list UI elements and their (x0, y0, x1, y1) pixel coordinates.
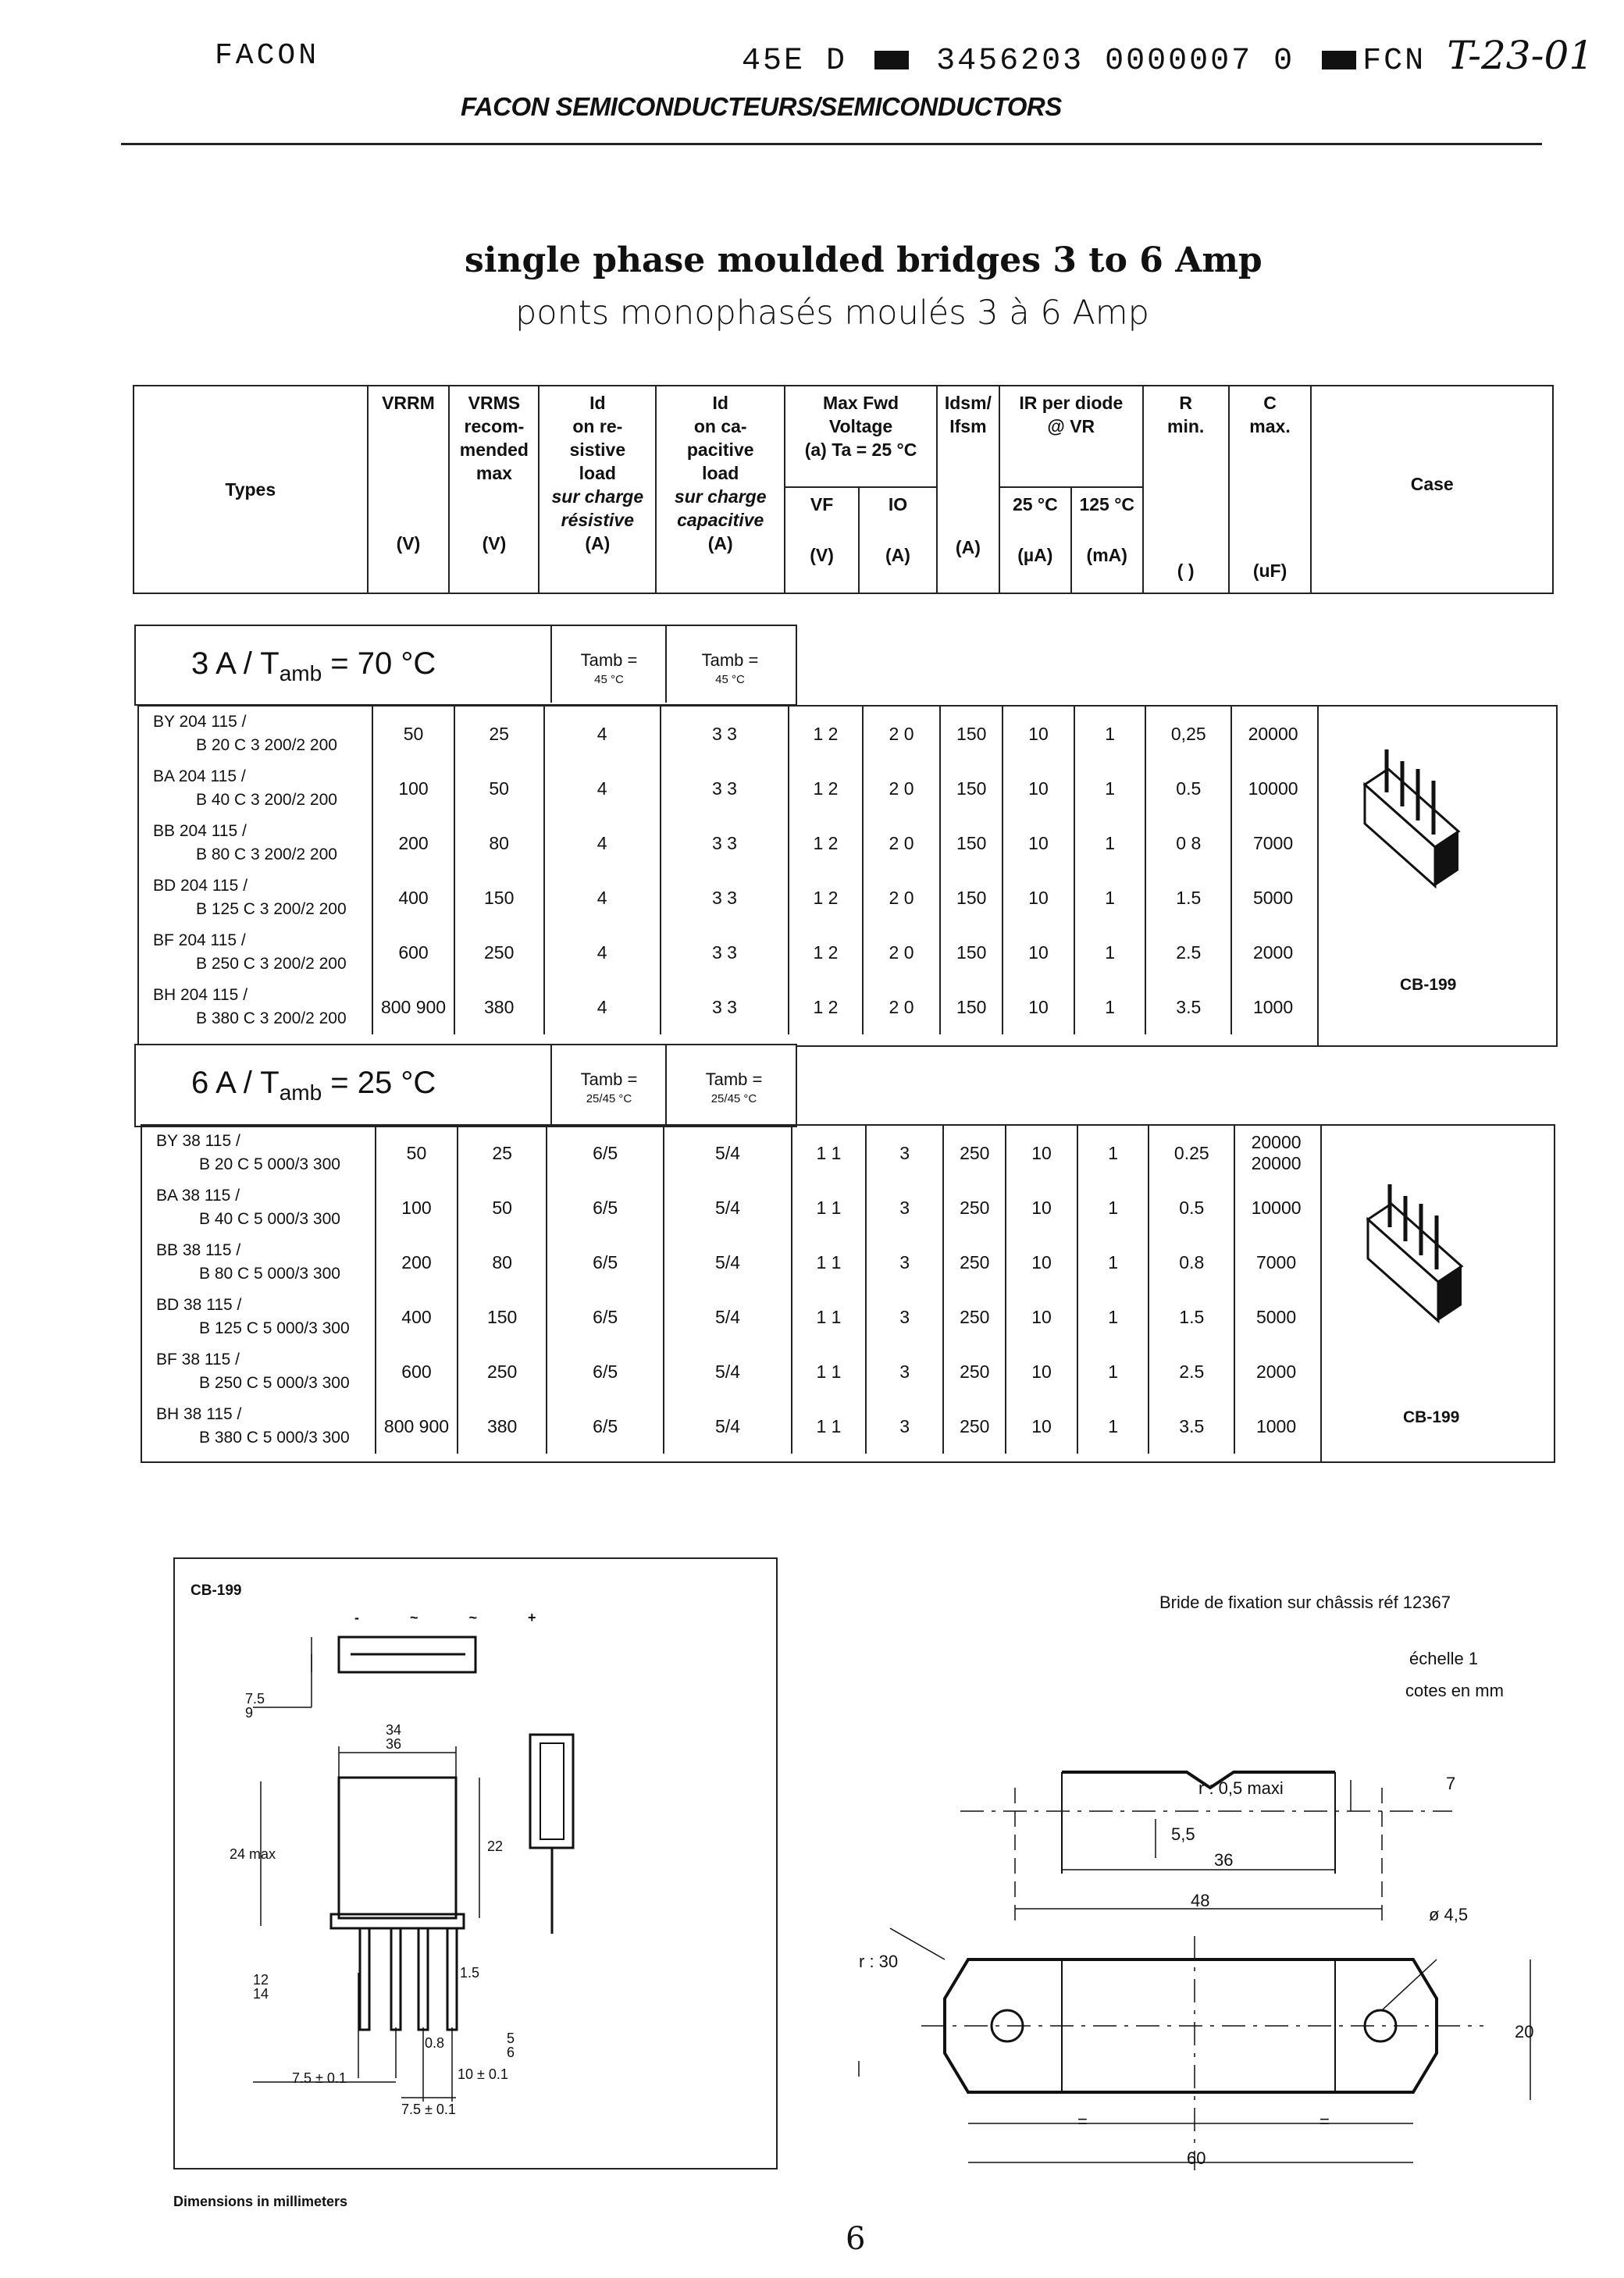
cell-io: 3 (866, 1344, 944, 1399)
type-name: BY 38 115 / (156, 1132, 240, 1150)
table-row (142, 1344, 1317, 1399)
cell-vrms: 150 (458, 1290, 547, 1344)
cell-ir125: 1 (1074, 925, 1146, 980)
cell-id1: 6/5 (547, 1344, 663, 1399)
type-equivalent: B 380 C 5 000/3 300 (199, 1429, 350, 1447)
cell-ir25: 10 (1006, 1290, 1077, 1344)
cell-id1: 4 (544, 980, 661, 1034)
cell-id2: 5/4 (664, 1126, 792, 1180)
cell-ir25: 10 (1006, 1344, 1077, 1399)
table-row (139, 816, 1314, 870)
dim-7: 7 (1446, 1774, 1456, 1793)
cell-vf: 1 2 (789, 707, 863, 761)
type-name: BH 38 115 / (156, 1405, 242, 1423)
cell-vf: 1 1 (792, 1344, 866, 1399)
section2-title: 6 $A / T_{amb} = 25$ °C (191, 1066, 436, 1105)
type-cell (139, 980, 372, 1034)
cell-idsm: 150 (940, 816, 1003, 870)
type-cell (142, 1290, 376, 1344)
page-title: single phase moulded bridges 3 to 6 Amp (465, 240, 1263, 280)
black-mark (874, 51, 909, 69)
cell-vrms: 380 (458, 1399, 547, 1454)
cell-vrrm: 800 900 (376, 1399, 458, 1454)
cell-io: 3 (866, 1180, 944, 1235)
bridge-package-icon (1360, 1173, 1485, 1329)
cell-vrrm: 200 (372, 816, 454, 870)
dim-75-a: 7.5 ± 0.1 (292, 2070, 347, 2086)
dim-08: 0.8 (425, 2035, 445, 2051)
cell-ir125: 1 (1074, 761, 1146, 816)
col-vrms: VRMS recom- mended max (V) (449, 386, 539, 593)
cell-id2: 5/4 (664, 1180, 792, 1235)
type-name: BA 204 115 / (153, 767, 246, 785)
cell-ir125: 1 (1077, 1126, 1149, 1180)
dim-34-36: 34 36 (386, 1722, 402, 1752)
dim-75-b: 7.5 ± 0.1 (401, 2102, 456, 2117)
table-row (142, 1399, 1317, 1454)
document-reference (742, 33, 1594, 79)
dim-36: 36 (1214, 1850, 1234, 1870)
col-vrrm: VRRM (V) (368, 386, 450, 593)
cell-ir125: 1 (1077, 1290, 1149, 1344)
cell-r: 2.5 (1149, 1344, 1234, 1399)
cell-vrrm: 100 (372, 761, 454, 816)
type-cell (139, 925, 372, 980)
drawing-label: CB-199 (191, 1582, 242, 1599)
cell-vrms: 380 (454, 980, 544, 1034)
type-cell (142, 1235, 376, 1290)
cell-ir125: 1 (1077, 1399, 1149, 1454)
section2-tamb-resistive: Tamb = 25/45 °C (580, 1070, 638, 1105)
cell-ir125: 1 (1074, 816, 1146, 870)
table-row (139, 707, 1314, 761)
table-row (139, 925, 1314, 980)
cell-ir25: 10 (1006, 1399, 1077, 1454)
col-idsm: Idsm/ Ifsm (A) (937, 386, 999, 593)
cell-idsm: 150 (940, 980, 1003, 1034)
cell-r: 3.5 (1145, 980, 1231, 1034)
col-io: IO (A) (859, 487, 937, 593)
cell-id1: 6/5 (547, 1290, 663, 1344)
cell-vrrm: 400 (376, 1290, 458, 1344)
page-subtitle: ponts monophasés moulés 3 à 6 Amp (515, 294, 1149, 333)
mounting-bracket-drawing (843, 1733, 1562, 2194)
dim-10: 10 ± 0.1 (458, 2066, 508, 2082)
type-cell (139, 761, 372, 816)
cell-id2: 3 3 (661, 925, 789, 980)
type-equivalent: B 80 C 5 000/3 300 (199, 1265, 340, 1283)
dim-r30: r : 30 (859, 1952, 899, 1971)
cell-vrrm: 800 900 (372, 980, 454, 1034)
doc-serial: 3456203 0000007 0 (936, 44, 1295, 79)
cell-vf: 1 2 (789, 925, 863, 980)
cell-vf: 1 1 (792, 1235, 866, 1290)
cell-vf: 1 1 (792, 1399, 866, 1454)
type-equivalent: B 250 C 5 000/3 300 (199, 1374, 350, 1392)
type-cell (139, 816, 372, 870)
cell-ir25: 10 (1003, 870, 1074, 925)
col-id-capacitive: Id on ca- pacitive load sur charge capacitive (A) (656, 386, 785, 593)
cell-id1: 6/5 (547, 1399, 663, 1454)
brand-line: FACON SEMICONDUCTEURS/SEMICONDUCTORS (461, 92, 1062, 121)
col-max-fwd: Max Fwd Voltage (a) Ta = 25 °C (785, 386, 937, 487)
col-r: R min. ( ) (1143, 386, 1229, 593)
cell-vf: 1 1 (792, 1290, 866, 1344)
company-code: FACON (215, 39, 320, 73)
cell-c: 7000 (1234, 1235, 1317, 1290)
cell-io: 2 0 (863, 707, 941, 761)
table-row (142, 1290, 1317, 1344)
cell-r: 2.5 (1145, 925, 1231, 980)
cell-id1: 4 (544, 761, 661, 816)
cell-r: 0 8 (1145, 816, 1231, 870)
cell-vf: 1 2 (789, 761, 863, 816)
cell-c: 2000 (1231, 925, 1314, 980)
type-equivalent: B 125 C 5 000/3 300 (199, 1319, 350, 1337)
type-cell (139, 870, 372, 925)
section1-table (137, 705, 1558, 1047)
type-cell (139, 707, 372, 761)
type-equivalent: B 40 C 5 000/3 300 (199, 1210, 340, 1228)
section1-tamb-capacitive: Tamb = 45 °C (701, 650, 759, 686)
dim-45: ø 4,5 (1429, 1905, 1469, 1924)
cell-id2: 5/4 (664, 1399, 792, 1454)
cell-id1: 6/5 (547, 1235, 663, 1290)
cell-id2: 3 3 (661, 980, 789, 1034)
mounting-note: Bride de fixation sur châssis réf 12367 (1159, 1593, 1451, 1612)
dim-5-6: 5 6 (507, 2031, 515, 2060)
cell-idsm: 250 (943, 1180, 1006, 1235)
type-name: BF 204 115 / (153, 931, 246, 949)
type-equivalent: B 125 C 3 200/2 200 (196, 900, 347, 918)
dim-20: 20 (1515, 2022, 1534, 2041)
col-ir: IR per diode @ VR (999, 386, 1143, 487)
cell-vrms: 250 (458, 1344, 547, 1399)
cell-c: 1000 (1231, 980, 1314, 1034)
cell-io: 2 0 (863, 761, 941, 816)
cell-id1: 6/5 (547, 1126, 663, 1180)
cell-vrrm: 50 (372, 707, 454, 761)
col-ir125: 125 °C (mA) (1071, 487, 1143, 593)
cell-idsm: 150 (940, 870, 1003, 925)
type-name: BB 38 115 / (156, 1241, 241, 1259)
cell-c: 20000 (1231, 707, 1314, 761)
cell-ir125: 1 (1074, 870, 1146, 925)
cell-r: 3.5 (1149, 1399, 1234, 1454)
cell-vrms: 80 (458, 1235, 547, 1290)
dim-55: 5,5 (1171, 1824, 1195, 1844)
type-cell (142, 1399, 376, 1454)
cell-r: 0.5 (1145, 761, 1231, 816)
cell-vrms: 250 (454, 925, 544, 980)
drawing-footer: Dimensions in millimeters (173, 2194, 348, 2209)
cell-vf: 1 1 (792, 1126, 866, 1180)
dim-r05: r : 0,5 maxi (1198, 1778, 1284, 1798)
cell-id2: 3 3 (661, 761, 789, 816)
cell-id1: 6/5 (547, 1180, 663, 1235)
dim-48: 48 (1191, 1891, 1210, 1910)
type-equivalent: B 250 C 3 200/2 200 (196, 955, 347, 973)
cell-id1: 4 (544, 925, 661, 980)
cell-ir25: 10 (1003, 707, 1074, 761)
dim-eq-left: = (1077, 2112, 1088, 2131)
cell-vrrm: 600 (372, 925, 454, 980)
cell-vrrm: 100 (376, 1180, 458, 1235)
table-row (139, 980, 1314, 1034)
dim-eq-right: = (1320, 2112, 1330, 2131)
cell-vrrm: 400 (372, 870, 454, 925)
cell-io: 2 0 (863, 870, 941, 925)
type-name: BB 204 115 / (153, 822, 247, 840)
pin-signs: - ~ ~ + (354, 1610, 560, 1625)
cell-io: 2 0 (863, 980, 941, 1034)
cell-c: 5000 (1231, 870, 1314, 925)
cell-vf: 1 2 (789, 870, 863, 925)
type-name: BA 38 115 / (156, 1187, 240, 1205)
cell-vrrm: 50 (376, 1126, 458, 1180)
type-name: BY 204 115 / (153, 713, 247, 731)
cell-id1: 4 (544, 870, 661, 925)
section1-case-label: CB-199 (1400, 976, 1457, 994)
section2-table (141, 1124, 1555, 1463)
doc-prefix: FCN (1362, 44, 1426, 79)
cell-idsm: 250 (943, 1235, 1006, 1290)
cell-vrrm: 200 (376, 1235, 458, 1290)
type-equivalent: B 20 C 5 000/3 300 (199, 1155, 340, 1173)
type-cell (142, 1180, 376, 1235)
table-row (139, 761, 1314, 816)
dim-15: 1.5 (460, 1965, 480, 1981)
cell-io: 3 (866, 1235, 944, 1290)
cell-id2: 3 3 (661, 707, 789, 761)
col-case: Case (1311, 386, 1553, 593)
dim-24-max: 24 max (230, 1846, 276, 1862)
cell-ir25: 10 (1003, 980, 1074, 1034)
cell-id2: 3 3 (661, 816, 789, 870)
cell-ir25: 10 (1006, 1235, 1077, 1290)
type-cell (142, 1126, 376, 1180)
cell-c: 20000 20000 (1234, 1126, 1317, 1180)
cell-ir125: 1 (1077, 1235, 1149, 1290)
cell-r: 1.5 (1149, 1290, 1234, 1344)
scale-note: échelle 1 (1409, 1649, 1479, 1668)
cell-ir125: 1 (1077, 1344, 1149, 1399)
col-id-resistive: Id on re- sistive load sur charge résistive (A) (539, 386, 656, 593)
type-cell (142, 1344, 376, 1399)
section1-rows (139, 707, 1314, 1034)
table-row (142, 1235, 1317, 1290)
type-name: BD 38 115 / (156, 1296, 242, 1314)
cell-idsm: 150 (940, 925, 1003, 980)
cell-vrms: 80 (454, 816, 544, 870)
cell-r: 0.8 (1149, 1235, 1234, 1290)
cell-ir25: 10 (1006, 1180, 1077, 1235)
cell-r: 0.5 (1149, 1180, 1234, 1235)
cell-vf: 1 2 (789, 816, 863, 870)
type-name: BH 204 115 / (153, 986, 248, 1004)
table-row (142, 1180, 1317, 1235)
cell-idsm: 150 (940, 761, 1003, 816)
type-name: BF 38 115 / (156, 1351, 240, 1369)
cell-io: 2 0 (863, 925, 941, 980)
cell-idsm: 250 (943, 1399, 1006, 1454)
cell-idsm: 250 (943, 1126, 1006, 1180)
cell-r: 1.5 (1145, 870, 1231, 925)
cell-vf: 1 2 (789, 980, 863, 1034)
cell-ir25: 10 (1003, 761, 1074, 816)
cell-id2: 5/4 (664, 1290, 792, 1344)
cell-vrms: 25 (454, 707, 544, 761)
cell-idsm: 150 (940, 707, 1003, 761)
dim-12-14: 12 14 (253, 1972, 269, 2002)
cell-ir125: 1 (1077, 1180, 1149, 1235)
cell-r: 0.25 (1149, 1126, 1234, 1180)
table-row (139, 870, 1314, 925)
cell-ir25: 10 (1003, 925, 1074, 980)
spec-table-header (133, 385, 1554, 594)
cell-ir25: 10 (1006, 1126, 1077, 1180)
section2-tamb-capacitive: Tamb = 25/45 °C (705, 1070, 763, 1105)
cell-c: 1000 (1234, 1399, 1317, 1454)
handwritten-ref: T-23-01 (1447, 33, 1594, 78)
cb199-drawing (173, 1557, 778, 2169)
type-name: BD 204 115 / (153, 877, 248, 895)
cell-vrms: 50 (458, 1180, 547, 1235)
cell-ir125: 1 (1074, 980, 1146, 1034)
cell-c: 10000 (1231, 761, 1314, 816)
type-equivalent: B 20 C 3 200/2 200 (196, 736, 337, 754)
cell-idsm: 250 (943, 1344, 1006, 1399)
cell-ir125: 1 (1074, 707, 1146, 761)
section2-case-label: CB-199 (1403, 1408, 1460, 1426)
cell-c: 10000 (1234, 1180, 1317, 1235)
col-types: Types (134, 386, 368, 593)
cell-vrms: 50 (454, 761, 544, 816)
cell-id2: 3 3 (661, 870, 789, 925)
type-equivalent: B 80 C 3 200/2 200 (196, 845, 337, 863)
type-equivalent: B 380 C 3 200/2 200 (196, 1009, 347, 1027)
cell-id2: 5/4 (664, 1235, 792, 1290)
cell-c: 2000 (1234, 1344, 1317, 1399)
page-number: 6 (846, 2221, 866, 2257)
bridge-package-icon (1357, 738, 1482, 894)
cell-id2: 5/4 (664, 1344, 792, 1399)
cell-idsm: 250 (943, 1290, 1006, 1344)
cell-id1: 4 (544, 816, 661, 870)
section1-tamb-resistive: Tamb = 45 °C (580, 650, 638, 686)
cell-vrms: 150 (454, 870, 544, 925)
cell-io: 3 (866, 1290, 944, 1344)
section1-title: 3 $A / T_{amb} = 70$ °C (191, 646, 436, 685)
black-mark (1322, 51, 1356, 69)
header-rule (121, 143, 1542, 145)
table-row (142, 1126, 1317, 1180)
units-note: cotes en mm (1405, 1681, 1504, 1700)
cell-io: 2 0 (863, 816, 941, 870)
cell-vrrm: 600 (376, 1344, 458, 1399)
dim-75-9: 7.5 9 (245, 1691, 265, 1721)
cell-c: 7000 (1231, 816, 1314, 870)
dim-60: 60 (1187, 2148, 1206, 2168)
cell-io: 3 (866, 1399, 944, 1454)
dim-22: 22 (487, 1838, 504, 1854)
col-ir25: 25 °C (µA) (999, 487, 1071, 593)
cell-r: 0,25 (1145, 707, 1231, 761)
doc-code: 45E D (742, 44, 848, 79)
cell-c: 5000 (1234, 1290, 1317, 1344)
cell-id1: 4 (544, 707, 661, 761)
cell-io: 3 (866, 1126, 944, 1180)
type-equivalent: B 40 C 3 200/2 200 (196, 791, 337, 809)
section2-rows (142, 1126, 1317, 1454)
cell-vf: 1 1 (792, 1180, 866, 1235)
cell-vrms: 25 (458, 1126, 547, 1180)
col-vf: VF (V) (785, 487, 859, 593)
cell-ir25: 10 (1003, 816, 1074, 870)
col-c: C max. (uF) (1229, 386, 1312, 593)
